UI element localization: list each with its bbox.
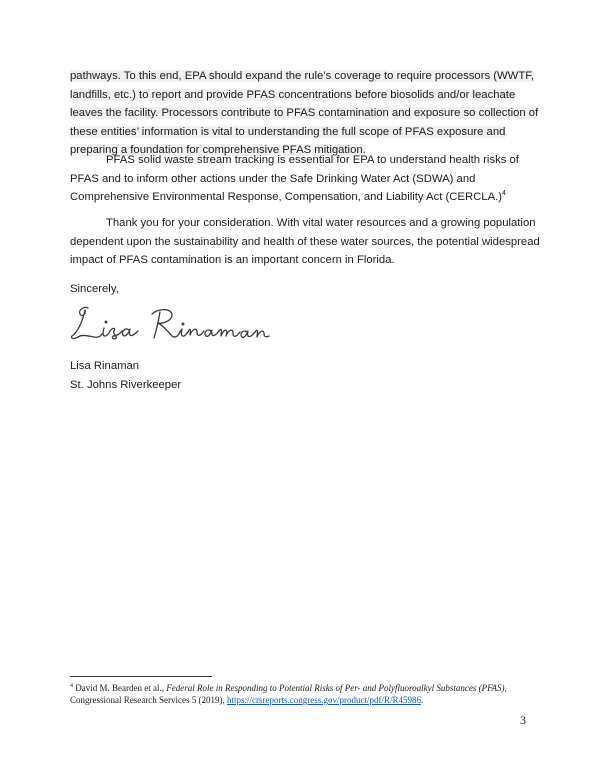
signer-name: Lisa Rinaman <box>70 360 140 372</box>
footnote-publisher: , Congressional Research Services 5 (2019), <box>70 683 507 705</box>
signer-organization: St. Johns Riverkeeper <box>70 378 182 391</box>
footnote-link[interactable]: https://crsreports.congress.gov/product/pdf/R/R45986 <box>226 695 421 705</box>
footnote <box>70 682 540 706</box>
footnote-reference[interactable]: 4 <box>502 190 506 198</box>
footnote-title: Federal Role in Responding to Potential Risks of Per- and Polyfluoroalkyl Substances (PFAS) <box>166 683 505 693</box>
footnote-divider <box>70 676 212 677</box>
paragraph-text: PFAS solid waste stream tracking is essential for EPA to understand health risks of PFAS and to inform other actions under the Safe Drinking Water Act (SDWA) and Comprehensive Environmental Response, Compensation, and Liability Act (CERCLA.) <box>70 154 519 204</box>
handwritten-signature <box>66 300 276 350</box>
page-number: 3 <box>520 713 526 727</box>
paragraph-waste-stream-tracking <box>70 151 540 207</box>
signature-block <box>70 357 540 394</box>
closing-salutation: Sincerely, <box>70 283 119 295</box>
paragraph-text: Thank you for your consideration. With vital water resources and a growing population dependent upon the sustainability and health of these water sources, the potential widespread impact of PFAS contamination is an important concern in Florida. <box>70 217 540 267</box>
paragraph-pfas-processors <box>70 67 540 160</box>
footnote-end: . <box>420 695 424 705</box>
footnote-authors: David M. Bearden et al., <box>73 683 167 693</box>
highlighted-text: pathways. To this end, EPA should expand the rule’s coverage to require processors (WWTF, landfills, etc.) to report and provide PFAS concentrations before biosolids and/or leachate leaves the facility. Processors contribute to PFAS contamination and exposure so collection of these entities’ information is vital to understanding the full scope of PFAS exposure and preparing a foundation for comprehensive PFAS mitigation. <box>70 70 539 157</box>
footnote-number: 4 <box>70 683 73 689</box>
paragraph-thank-you <box>70 214 540 270</box>
